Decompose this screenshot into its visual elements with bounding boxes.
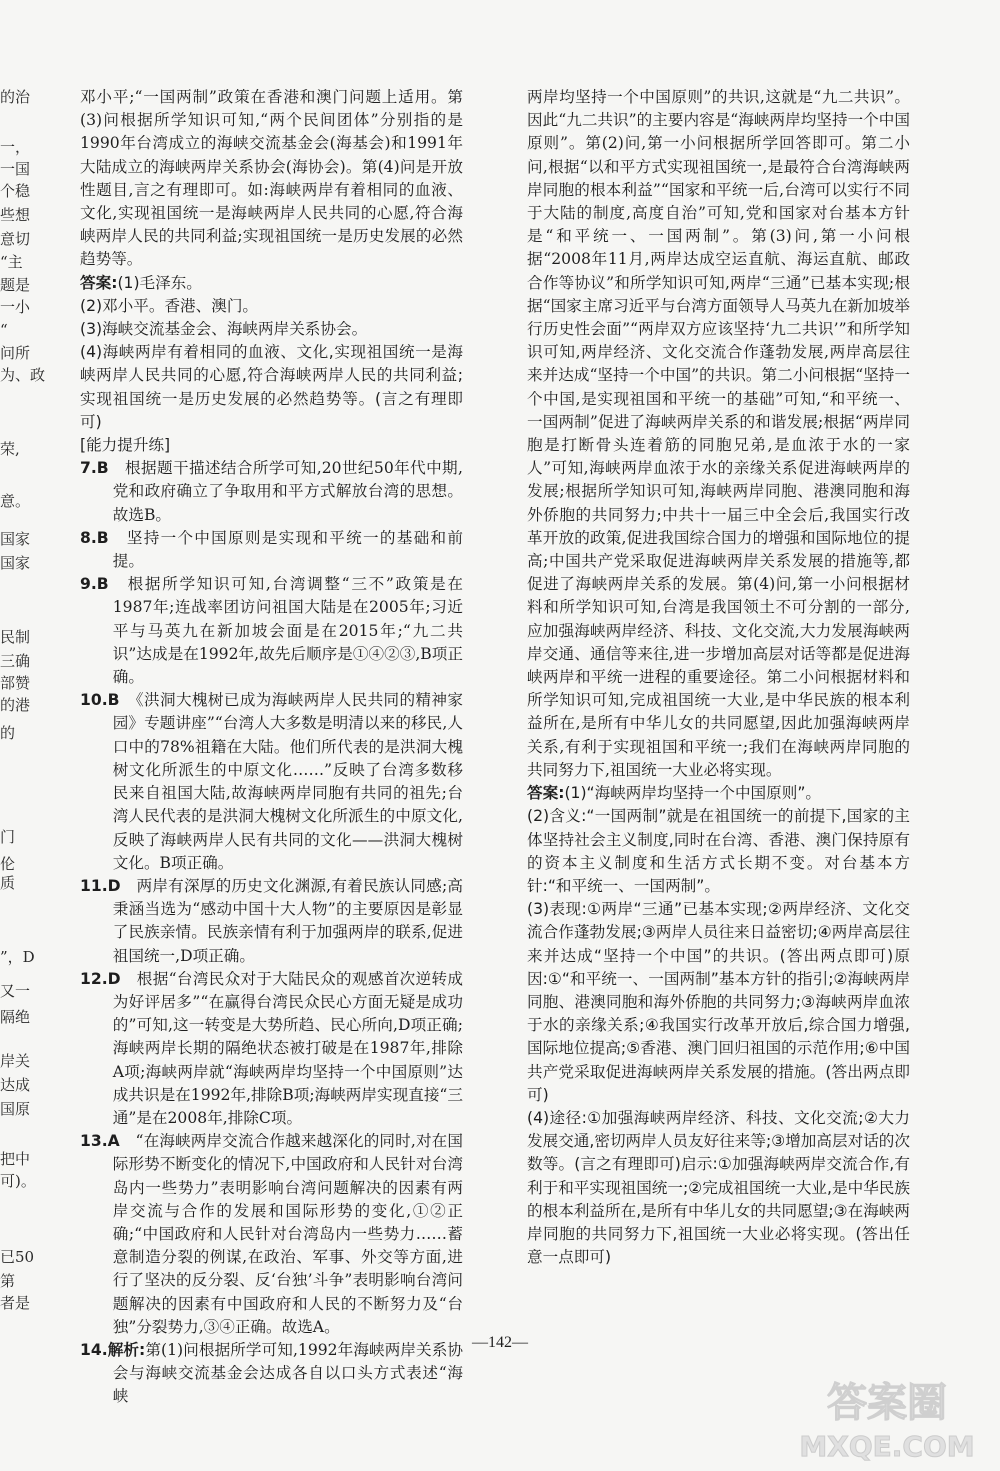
paragraph-text: 两岸均坚持一个中国原则”的共识,这就是“九二共识”。因此“九二共识”的主要内容是“海峡两岸均坚持一个中国原则”。第(2)问,第一小问根据所学回答即可。第二小问,根据“以和平方式实现祖国统一,是最符合台湾海峡两岸同胞的根本利益”“国家和平统一后,台湾可以实行不同于大陆的制度,高度自治”可知,党和国家对台基本方针是“和平统一、一国两制”。第(3)问,第一小问根据“2008年11月,两岸达成空运直航、海运直航、邮政合作等协议”和所学知识可知,两岸“三通”已基本实现;根据“国家主席习近平与台湾方面领导人马英九在新加坡举行历史性会面”“两岸双方应该坚持‘九二共识’”和所学知识可知,两岸经济、文化交流合作蓬勃发展,两岸高层往来并达成“坚持一个中国”的共识。第二小问根据“坚持一个中国,是实现祖国和平统一的基础”可知,“和平统一、一国两制”促进了海峡两岸关系的和谐发展;根据“两岸同胞是打断骨头连着筋的同胞兄弟,是血浓于水的一家人”可知,海峡两岸血浓于水的亲缘关系促进海峡两岸的发展;根据所学知识可知,海峡两岸同胞、港澳同胞和海外侨胞的共同努力;中共十一届三中全会后,我国实行改革开放的政策,促进我国综合国力的增强和国际地位的提高;中国共产党采取促进海峡两岸关系发展的措施等,都促进了海峡两岸关系的发展。第(4)问,第一小问根据材料和所学知识可知,台湾是我国领土不可分割的一部分,应加强海峡两岸经济、科技、文化交流,大力发展海峡两岸交通、通信等来往,进一步增加高层对话等都是促进海峡两岸和平统一进程的重要途径。第二小问根据材料和所学知识可知,完成祖国统一大业,是中华民族的根本利益所在,是所有中华儿女的共同愿望,因此加强海峡两岸关系,有利于实现祖国和平统一;我们在海峡两岸同胞的共同努力下,祖国统一大业必将实现。 — [527, 88, 910, 779]
gutter-fragment: 门 — [0, 828, 16, 846]
gutter-fragment: 已50 — [0, 1248, 35, 1266]
right-column-paragraph — [527, 782, 910, 805]
paragraph-text: “在海峡两岸交流合作越来越深化的同时,对在国际形势不断变化的情况下,中国政府和人民针对台湾岛内一些势力”表明影响台湾问题解决的因素有两岸交流与合作的发展和国际形势的变化,①②正确;“中国政府和人民针对台湾岛内一些势力……蓄意制造分裂的例谋,在政治、军事、外交等方面,进行了坚决的反分裂、反‘台独’斗争”表明影响台湾问题解决的因素有中国政府和人民的不断努力及“台独”分裂势力,③④正确。故选A。 — [112, 1132, 463, 1336]
gutter-fragment: 的港 — [0, 696, 31, 714]
gutter-fragment: 第 — [0, 1272, 16, 1290]
gutter-fragment: 达成 — [0, 1076, 31, 1094]
gutter-fragment: 质 — [0, 874, 16, 892]
gutter-fragment: 隔绝 — [0, 1008, 31, 1026]
paragraph-text: (1)毛泽东。 — [117, 273, 202, 292]
gutter-fragment: 为、政 — [0, 366, 46, 384]
gutter-fragment: 岸关 — [0, 1052, 31, 1070]
right-column — [527, 86, 910, 1269]
gutter-fragment: 的 — [0, 724, 16, 742]
watermark-top-text: 答案圈 — [827, 1380, 947, 1426]
left-column-paragraph — [80, 875, 463, 968]
paragraph-text: (3)海峡交流基金会、海峡两岸关系协会。 — [80, 320, 368, 339]
paragraph-text: 《洪洞大槐树已成为海峡两岸人民共同的精神家园》专题讲座”“台湾人大多数是明清以来的移民,人口中的78%祖籍在大陆。他们所代表的是洪洞大槐树文化所派生的中原文化……”反映了台湾多数移民来自祖国大陆,故海峡两岸同胞有共同的祖先;台湾人民代表的是洪洞大槐树文化所派生的中原文化,反映了海峡两岸人民有共同的文化——洪洞大槐树文化。B项正确。 — [112, 691, 463, 872]
right-column-paragraph — [527, 805, 910, 898]
left-column-paragraph — [80, 86, 463, 272]
paragraph-text: 坚持一个中国原则是实现和平统一的基础和前提。 — [108, 528, 463, 571]
left-column-paragraph — [80, 457, 463, 527]
right-column-paragraph — [527, 86, 910, 782]
paragraph-text: 第(1)问根据所学可知,1992年海峡两岸关系协会与海峡交流基金会达成各自以口头方式表述“海峡 — [112, 1340, 463, 1406]
watermark-bottom-text: MXQE.COM — [799, 1430, 975, 1463]
right-column-paragraph — [527, 1107, 910, 1269]
gutter-fragment: 的治 — [0, 88, 31, 106]
left-column-paragraph — [80, 295, 463, 318]
gutter-fragment: 一小 — [0, 298, 31, 316]
gutter-fragment: 题是 — [0, 276, 31, 294]
left-column-paragraph — [80, 318, 463, 341]
gutter-fragment: 意切 — [0, 230, 31, 248]
paragraph-text: 根据所学知识可知,台湾调整“三不”政策是在1987年;连战率团访问祖国大陆是在2005年;习近平与马英九在新加坡会面是在2015年;“九二共识”达成是在1992年,故先后顺序是①④②③,B项正确。 — [108, 575, 463, 687]
paragraph-text: 根据题干描述结合所学可知,20世纪50年代中期,党和政府确立了争取用和平方式解放台湾的思想。故选B。 — [108, 459, 463, 524]
answer-label: 答案: — [80, 273, 118, 292]
gutter-fragment: 荣, — [0, 440, 20, 458]
left-column-paragraph — [80, 968, 463, 1130]
gutter-fragment: 问所 — [0, 344, 31, 362]
answer-label: 7.B — [80, 459, 109, 478]
gutter-fragment: ”，D — [0, 948, 35, 966]
gutter-fragment: 部赞 — [0, 674, 31, 692]
paragraph-text: (4)海峡两岸有着相同的血液、文化,实现祖国统一是海峡两岸人民共同的心愿,符合海峡两岸人民的共同利益;实现祖国统一是历史发展的必然趋势等。(言之有理即可) — [80, 343, 463, 431]
paragraph-text: 邓小平;“一国两制”政策在香港和澳门问题上适用。第(3)问根据所学知识可知,“两个民间团体”分别指的是1990年台湾成立的海峡交流基金会(海基会)和1991年大陆成立的海峡两岸关系协会(海协会)。第(4)问是开放性题目,言之有理即可。如:海峡两岸有着相同的血液、文化,实现祖国统一是海峡两岸人民共同的心愿,符合海峡两岸人民的共同利益;实现祖国统一是历史发展的必然趋势等。 — [80, 88, 463, 269]
left-column-paragraph — [80, 272, 463, 295]
paragraph-text: (1)“海峡两岸均坚持一个中国原则”。 — [564, 784, 821, 803]
gutter-fragment: 个稳 — [0, 182, 31, 200]
page-number: —142— — [472, 1334, 528, 1351]
answer-label: 9.B — [80, 575, 109, 594]
answer-label: 14.解析: — [80, 1340, 146, 1359]
gutter-fragment: 可)。 — [0, 1172, 36, 1190]
gutter-fragment: 国原 — [0, 1100, 31, 1118]
gutter-fragment: “主 — [0, 253, 23, 271]
gutter-fragment: 民制 — [0, 628, 31, 646]
gutter-fragment: 三确 — [0, 652, 31, 670]
watermark-logo — [792, 1368, 982, 1463]
left-column-paragraph — [80, 434, 463, 457]
gutter-fragment: 把中 — [0, 1150, 31, 1168]
left-column-paragraph — [80, 689, 463, 875]
left-column-paragraph — [80, 573, 463, 689]
gutter-fragment: 些想 — [0, 206, 31, 224]
answer-label: 8.B — [80, 528, 109, 547]
gutter-fragment: 国家 — [0, 554, 31, 572]
gutter-fragment: 者是 — [0, 1294, 31, 1312]
paragraph-text: (2)邓小平。香港、澳门。 — [80, 296, 259, 315]
left-column-paragraph — [80, 527, 463, 573]
gutter-fragment: 国家 — [0, 530, 31, 548]
answer-label: 答案: — [527, 784, 565, 803]
paragraph-text: (3)表现:①两岸“三通”已基本实现;②两岸经济、文化交流合作蓬勃发展;③两岸人员往来日益密切;④两岸高层往来并达成“坚持一个中国”的共识。(答出两点即可)原因:①“和平统一、一国两制”基本方针的指引;②海峡两岸同胞、港澳同胞和海外侨胞的共同努力;③海峡两岸血浓于水的亲缘关系;④我国实行改革开放后,综合国力增强,国际地位提高;⑤香港、澳门回归祖国的示范作用;⑥中国共产党采取促进海峡两岸关系发展的措施。(答出两点即可) — [527, 900, 910, 1104]
gutter-fragment: 又一 — [0, 982, 31, 1000]
left-column — [80, 86, 463, 1409]
gutter-fragment: “ — [0, 321, 8, 339]
paragraph-text: (2)含义:“一国两制”就是在祖国统一的前提下,国家的主体坚持社会主义制度,同时在台湾、香港、澳门保持原有的资本主义制度和生活方式长期不变。对台基本方针:“和平统一、一国两制”。 — [527, 807, 910, 895]
left-column-paragraph — [80, 341, 463, 434]
answer-label: 11.D — [80, 876, 121, 895]
paragraph-text: 两岸有深厚的历史文化渊源,有着民族认同感;高秉涵当选为“感动中国十大人物”的主要原因是彰显了民族亲情。民族亲情有利于加强两岸的联系,促进祖国统一,D项正确。 — [112, 876, 463, 965]
left-column-paragraph — [80, 1130, 463, 1339]
gutter-fragment: 一国 — [0, 160, 31, 178]
right-column-paragraph — [527, 898, 910, 1107]
paragraph-text: (4)途径:①加强海峡两岸经济、科技、文化交流;②大力发展交通,密切两岸人员友好往来等;③增加高层对话的次数等。(言之有理即可)启示:①加强海峡两岸交流合作,有利于和平实现祖国统一;②完成祖国统一大业,是中华民族的根本利益所在,是所有中华儿女的共同愿望;③在海峡两岸同胞的共同努力下,祖国统一大业必将实现。(答出任意一点即可) — [527, 1108, 910, 1267]
gutter-fragment: 意。 — [0, 492, 31, 510]
answer-label: 13.A — [80, 1132, 120, 1151]
paragraph-text: [能力提升练] — [80, 436, 171, 455]
answer-label: 12.D — [80, 969, 121, 988]
gutter-fragment: 一， — [0, 138, 31, 156]
answer-label: 10.B — [80, 691, 120, 710]
paragraph-text: 根据“台湾民众对于大陆民众的观感首次逆转成为好评居多”“在赢得台湾民众民心方面无疑是成功的”可知,这一转变是大势所趋、民心所向,D项正确;海峡两岸长期的隔绝状态被打破是在1987年,排除A项;海峡两岸就“海峡两岸均坚持一个中国原则”达成共识是在1992年,排除B项;海峡两岸实现直接“三通”是在2008年,排除C项。 — [112, 969, 463, 1127]
gutter-fragment: 伦 — [0, 855, 16, 873]
left-gutter-fragments — [0, 70, 46, 1312]
